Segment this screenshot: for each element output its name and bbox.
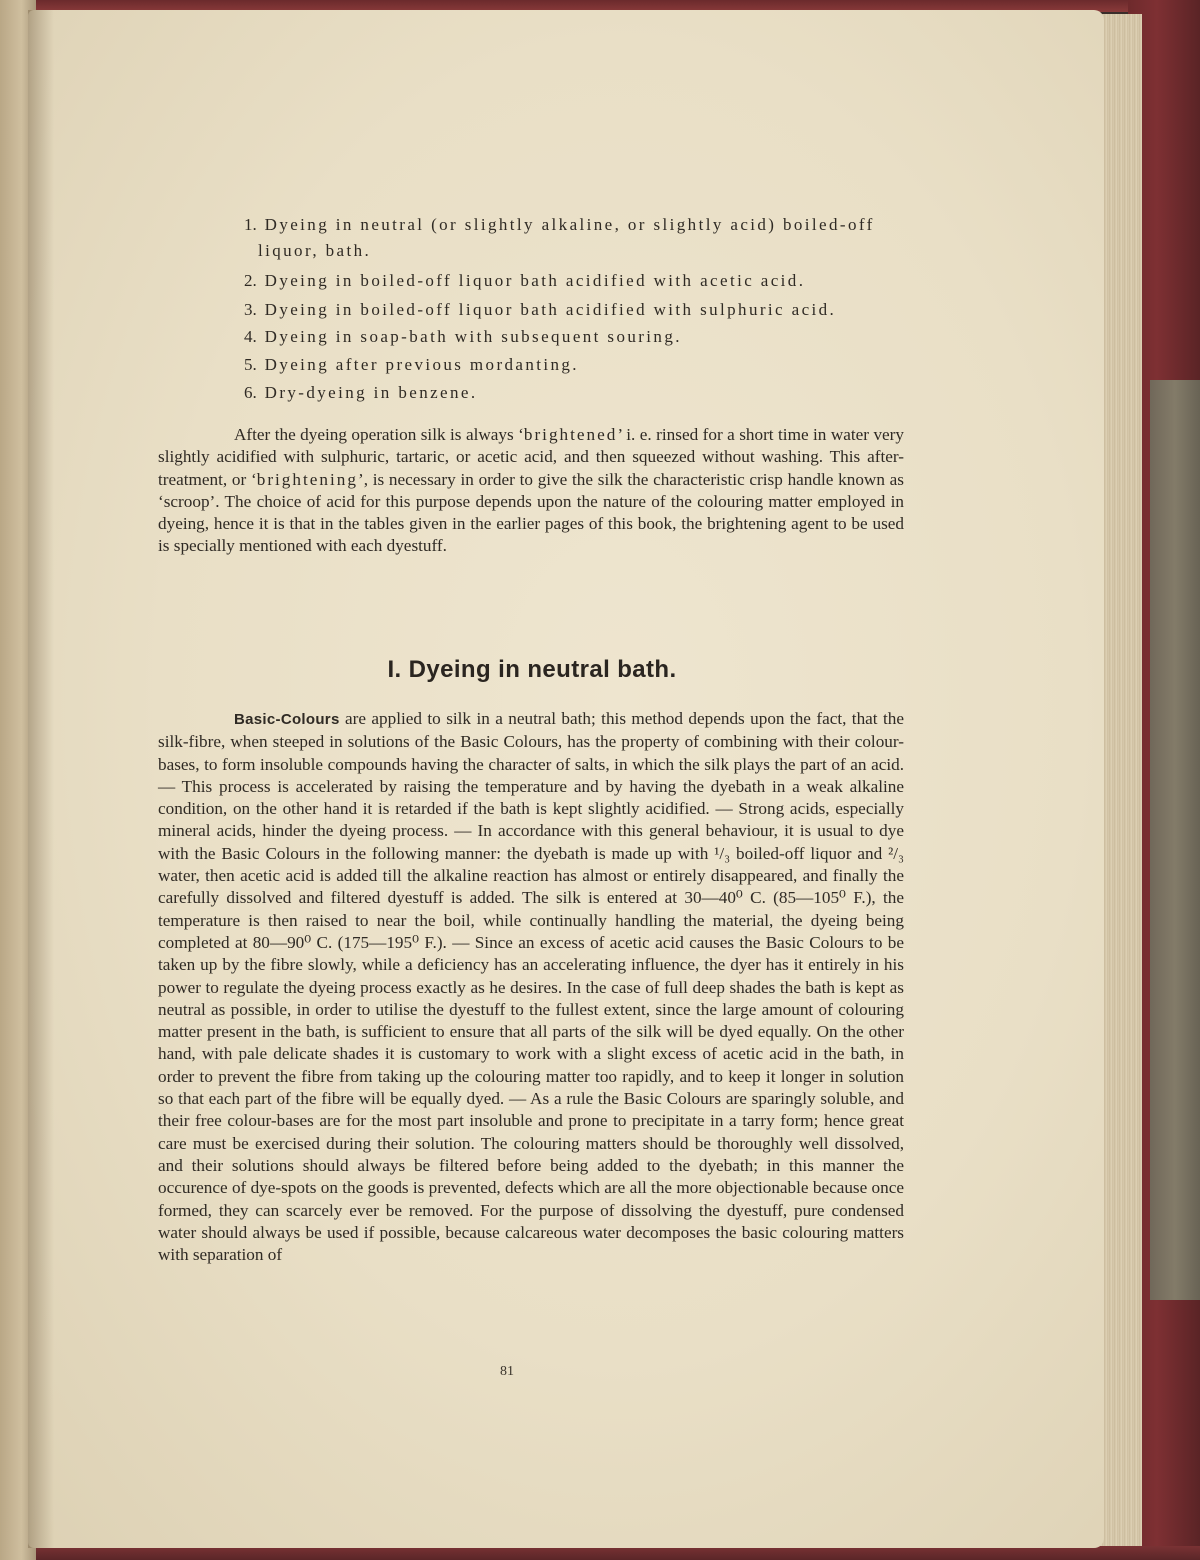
main-paragraph: Basic-Colours are applied to silk in a neutral bath; this method depends upon the fact, that the silk-fibre, when steeped in solutions of the Basic Colours, has the property of combining with their colour-bases, to form insoluble compounds having the character of salts, in which the silk plays the part of an acid. — This process is accelerated by raising the temperature and by having the dyebath in a weak alkaline condition, on the other hand it is retarded if the bath is kept slightly acidified. — Strong acids, especially mineral acids, hinder the dyeing process. — In accordance with this general behaviour, it is usual to dye with the Basic Colours in the following manner: the dyebath is made up with ¹/₃ boiled-off liquor and ²/₃ water, then acetic acid is added till the alkaline reaction has almost or entirely disappeared, and finally the carefully dissolved and filtered dyestuff is added. The silk is entered at 30—40⁰ C. (85—105⁰ F.), the temperature is then raised to near the boil, while continually handling the material, the dyeing being completed at 80—90⁰ C. (175—195⁰ F.). — Since an excess of acetic acid causes the Basic Colours to be taken up by the fibre slowly, while a deficiency has an accelerating influence, the dyer has it entirely in his power to regulate the dyeing process exactly as he desires. In the case of full deep shades the bath is kept as neutral as possible, in order to utilise the dyestuff to the fullest extent, since the large amount of colouring matter present in the bath, is sufficient to ensure that all parts of the silk will be dyed equally. On the other hand, with pale delicate shades it is customary to work with a slight excess of acetic acid in the bath, in order to prevent the fibre from taking up the colouring matter too rapidly, and to keep it longer in solution so that each part of the fibre will be equally dyed. — As a rule the Basic Colours are sparingly soluble, and their free colour-bases are for the most part insoluble and prone to precipitate in a tarry form; hence great care must be exercised during their solution. The colouring matters should be thoroughly well dissolved, and their solutions should always be filtered before being added to the dyebath; in this manner the occurence of dye-spots on the goods is prevented, defects which are all the more objectionable because once formed, they can scarcely ever be removed. For the purpose of dissolving the dyestuff, pure condensed water should always be used if possible, because calcareous water decomposes the basic colouring matters with separation of [158,709,904,1265]
list-number: 3. [244,300,257,319]
list-item [244,324,924,350]
term-brightening: brightening [256,469,358,489]
list-text: Dyeing in neutral (or slightly alkaline, or slightly acid) boiled-off [264,215,875,234]
list-text: Dyeing in boiled-off liquor bath acidified with sulphuric acid. [264,300,837,319]
section-heading: I. Dyeing in neutral bath. [387,656,677,683]
intro-paragraph: After the dyeing operation silk is always ‘brightened’ i. e. rinsed for a short time in water very slightly acidified with sulphuric, tartaric, or acetic acid, and then squeezed without washing. This after-treatment, or ‘brightening’, is necessary in order to give the silk the characteristic crisp handle known as ‘scroop’. The choice of acid for this purpose depends upon the nature of the colouring matter employed in dyeing, hence it is that in the tables given in the earlier pages of this book, the brightening agent to be used is specially mentioned with each dyestuff. [158,425,904,556]
list-text: Dyeing in boiled-off liquor bath acidified with acetic acid. [264,271,806,290]
list-number: 1. [244,215,257,234]
page-number: 81 [500,1364,514,1379]
list-text: Dyeing after previous mordanting. [264,355,579,374]
list-number: 4. [244,327,257,346]
list-text: Dry-dyeing in benzene. [264,383,478,402]
list-item [244,380,924,406]
list-item [244,212,924,264]
list-text: Dyeing in soap-bath with subsequent souring. [264,327,682,346]
list-number: 5. [244,355,257,374]
list-item [244,297,924,323]
list-text-continued: liquor, bath. [258,241,372,260]
list-item [244,268,924,294]
lead-term: Basic-Colours [234,711,340,728]
term-brightened: brightened [523,425,618,444]
list-number: 6. [244,383,257,402]
list-number: 2. [244,271,257,290]
list-item [244,352,924,378]
